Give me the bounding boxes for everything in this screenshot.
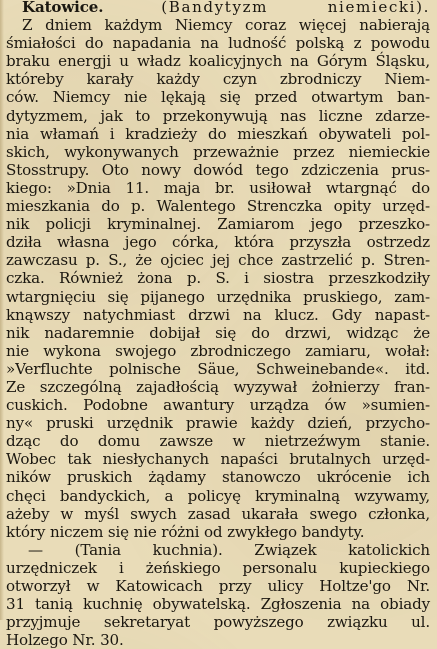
text-line: kiego: »Dnia 11. maja br. usiłował wtargnąć do [6,178,430,197]
text-line: Ze szczególną zajadłością wyzywał żołnierzy fran- [6,377,430,396]
text-line: 31 tanią kuchnię obywatelską. Zgłoszenia na obiady [6,595,430,614]
text-line: czka. Również żona p. S. i siostra przeszkodziły [6,269,430,288]
article-column [6,0,430,649]
text-line: urzędniczek i żeńskiego personalu kupieckiego [6,558,430,577]
text-line: nia włamań i kradzieży do mieszkań obywateli pol- [6,124,430,143]
text-line: »Verfluchte polnische Säue, Schweinebande«. itd. [6,359,430,378]
text-line: nie wykona swojego zbrodniczego zamiaru, wołał: [6,341,430,360]
text-line: przyjmuje sekretaryat powyższego związku ul. [6,613,430,632]
text-line: cuskich. Podobne awantury urządza ów »sumien- [6,396,430,415]
text-line: nik policji kryminalnej. Zamiarom jego przeszko- [6,215,430,234]
text-line: braku energji u władz koalicyjnych na Górym Śląsku, [6,52,430,71]
text-line: zawczasu p. S., że ojciec jej chce zastrzelić p. Stren- [6,251,430,270]
article-heading-line [6,0,430,16]
text-line: ników pruskich żądamy stanowczo ukrócenie ich [6,468,430,487]
text-line: Stosstrupy. Oto nowy dowód tego zdziczenia prus- [6,160,430,179]
text-line: wtargnięciu się pijanego urzędnika pruskiego, zam- [6,287,430,306]
text-line: któreby karały każdy czyn zbrodniczy Niem- [6,70,430,89]
text-line: który niczem się nie różni od zwykłego bandyty. [6,522,365,541]
text-line: knąwszy natychmiast drzwi na klucz. Gdy napast- [6,305,430,324]
article-title: (Bandytyzm niemiecki). [161,0,430,16]
text-line: nik nadaremnie dobijał się do drzwi, widząc że [6,323,430,342]
text-line: dząc do domu zawsze w nietrzeźwym stanie. [6,432,430,451]
section-heading-line: — (Tania kuchnia). Związek katolickich [28,540,430,559]
text-line: śmiałości do napadania na ludność polską z powodu [6,34,430,53]
text-line: mieszkania do p. Walentego Strenczka opity urzęd- [6,197,430,216]
text-line: ców. Niemcy nie lękają się przed otwartym ban- [6,88,430,107]
left-page-edge [0,0,4,620]
text-line: ażeby w myśl swych zasad ukarała swego członka, [6,504,430,523]
text-line: Z dniem każdym Niemcy coraz więcej nabierają [22,16,430,35]
text-line: otworzył w Katowicach przy ulicy Holtze'go Nr. [6,577,430,595]
text-line: Wobec tak niesłychanych napaści brutalnych urzęd- [6,450,430,469]
text-line: dziła własna jego córka, która przyszła ostrzedz [6,233,430,252]
text-line: dytyzmem, jak to przekonywują nas liczne zdarze- [6,106,430,125]
text-line: chęci bandyckich, a policyę kryminalną wzywamy, [6,486,430,505]
text-line: Holzego Nr. 30. [6,631,124,649]
text-line: skich, wykonywanych przeważnie przez niemieckie [6,142,430,161]
place-name: Katowice. [22,0,104,16]
text-line: ny« pruski urzędnik prawie każdy dzień, przycho- [6,414,430,433]
